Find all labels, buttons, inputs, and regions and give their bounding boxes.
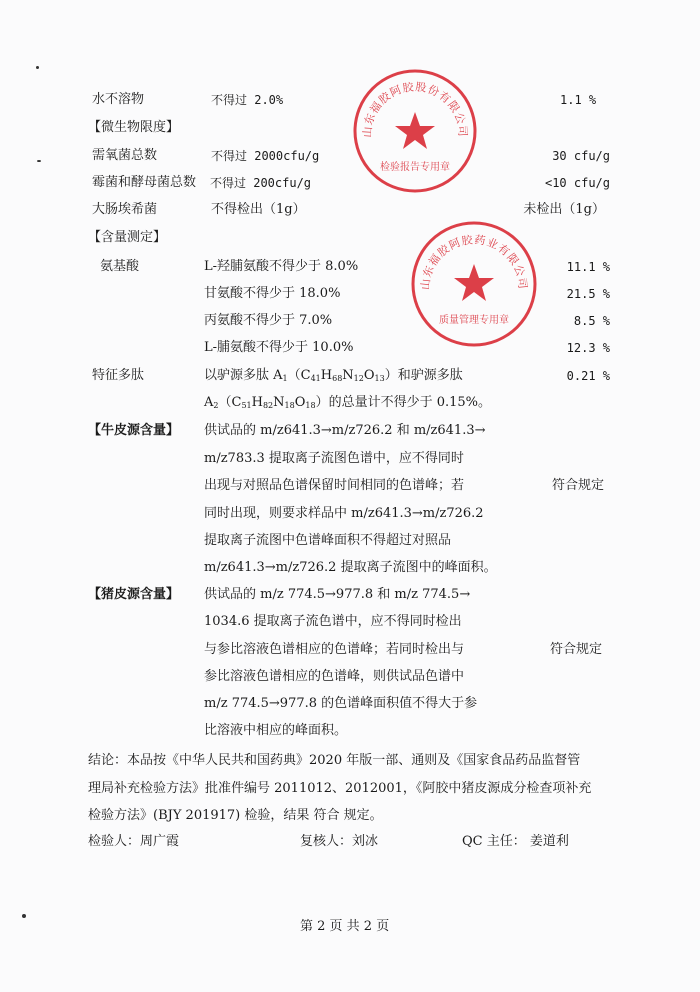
page-footer: 第 2 页 共 2 页 bbox=[300, 919, 390, 934]
conclusion-line: 结论：本品按《中华人民共和国药典》2020 年版一部、通则及《国家食品药品监督管 bbox=[88, 753, 581, 768]
scan-speck bbox=[36, 66, 39, 69]
bovine-name: 【牛皮源含量】 bbox=[88, 423, 180, 438]
porcine-spec-line: 与参比溶液色谱相应的色谱峰；若同时检出与 bbox=[204, 642, 465, 657]
bovine-spec-line: 同时出现，则要求样品中 m/z641.3→m/z726.2 bbox=[204, 506, 484, 521]
aerobic-result: 30 cfu/g bbox=[552, 149, 610, 163]
conclusion-line: 检验方法》(BJY 201917) 检验，结果 符合 规定。 bbox=[88, 808, 383, 823]
peptide-spec-line2: $A_2(C_{51}H_{82}N_{18}O_{18})$的总量计不得少于 0.15%。 bbox=[204, 395, 492, 410]
assay-section-header: 【含量测定】 bbox=[88, 230, 167, 245]
quality-management-seal bbox=[408, 218, 540, 350]
qc-signature: QC 主任： 姜道利 bbox=[462, 834, 569, 849]
mold-name: 霉菌和酵母菌总数 bbox=[92, 175, 197, 190]
bovine-spec-line: 供试品的 m/z641.3→m/z726.2 和 m/z641.3→ bbox=[204, 423, 486, 438]
bovine-spec-line: m/z783.3 提取离子流图色谱中，应不得同时 bbox=[204, 451, 464, 466]
peptide-name: 特征多肽 bbox=[92, 368, 145, 383]
scan-speck bbox=[22, 914, 26, 918]
amino-result: 11.1 % bbox=[566, 260, 610, 274]
ecoli-name: 大肠埃希菌 bbox=[92, 202, 158, 217]
seal-purpose-text: 检验报告专用章 bbox=[380, 162, 450, 173]
bovine-spec-line: 提取离子流图中色谱峰面积不得超过对照品 bbox=[204, 533, 452, 548]
porcine-spec-line: 供试品的 m/z 774.5→977.8 和 m/z 774.5→ bbox=[204, 587, 471, 602]
mold-result: <10 cfu/g bbox=[544, 176, 610, 190]
seal-company-text: 山东福胶阿胶股份有限公司 bbox=[360, 80, 470, 138]
bovine-result: 符合规定 bbox=[552, 478, 605, 493]
porcine-spec-line: 参比溶液色谱相应的色谱峰，则供试品色谱中 bbox=[204, 669, 465, 684]
seal-company-text: 山东福胶阿胶药业有限公司 bbox=[418, 233, 530, 291]
water-insoluble-result: 1.1 % bbox=[560, 93, 597, 107]
porcine-name: 【猪皮源含量】 bbox=[88, 587, 180, 602]
mold-spec: 不得过 200cfu/g bbox=[210, 176, 312, 190]
bovine-spec-line: 出现与对照品色谱保留时间相同的色谱峰；若 bbox=[204, 478, 465, 493]
star-icon bbox=[454, 264, 494, 301]
peptide-spec-line1: 以驴源多肽 $A_1(C_{41}H_{68}N_{12}O_{13})$和驴源多肽 bbox=[204, 368, 463, 383]
amino-result: 21.5 % bbox=[566, 287, 610, 301]
aerobic-spec: 不得过 2000cfu/g bbox=[211, 149, 320, 163]
scan-speck bbox=[37, 160, 41, 162]
amino-spec: 丙氨酸不得少于 7.0% bbox=[204, 313, 333, 328]
aerobic-name: 需氧菌总数 bbox=[92, 148, 158, 163]
water-insoluble-spec: 不得过 2.0% bbox=[211, 93, 284, 107]
conclusion-line: 理局补充检验方法》批准件编号 2011012、2012001，《阿胶中猪皮源成分检查项补充 bbox=[88, 781, 592, 796]
seal-purpose-text: 质量管理专用章 bbox=[439, 315, 509, 326]
amino-result: 12.3 % bbox=[566, 341, 610, 355]
peptide-result: 0.21 % bbox=[566, 369, 610, 383]
porcine-spec-line: m/z 774.5→977.8 的色谱峰面积值不得大于参 bbox=[204, 696, 478, 711]
porcine-result: 符合规定 bbox=[550, 642, 603, 657]
amino-acid-name: 氨基酸 bbox=[100, 259, 140, 274]
amino-spec: 甘氨酸不得少于 18.0% bbox=[204, 286, 341, 301]
porcine-spec-line: 1034.6 提取离子流色谱中，应不得同时检出 bbox=[204, 614, 462, 629]
bovine-spec-line: m/z641.3→m/z726.2 提取离子流图中的峰面积。 bbox=[204, 560, 497, 575]
amino-result: 8.5 % bbox=[573, 314, 610, 328]
ecoli-spec: 不得检出（1g） bbox=[211, 202, 306, 217]
ecoli-result: 未检出（1g） bbox=[523, 202, 605, 217]
star-icon bbox=[395, 112, 435, 149]
porcine-spec-line: 比溶液中相应的峰面积。 bbox=[204, 723, 348, 738]
micro-section-header: 【微生物限度】 bbox=[88, 120, 180, 135]
amino-spec: L-羟脯氨酸不得少于 8.0% bbox=[204, 259, 359, 274]
reviewer-signature: 复核人：刘冰 bbox=[300, 834, 379, 849]
inspector-signature: 检验人：周广霞 bbox=[88, 834, 180, 849]
inspection-report-seal bbox=[350, 66, 480, 196]
amino-spec: L-脯氨酸不得少于 10.0% bbox=[204, 340, 354, 355]
water-insoluble-name: 水不溶物 bbox=[92, 92, 145, 107]
